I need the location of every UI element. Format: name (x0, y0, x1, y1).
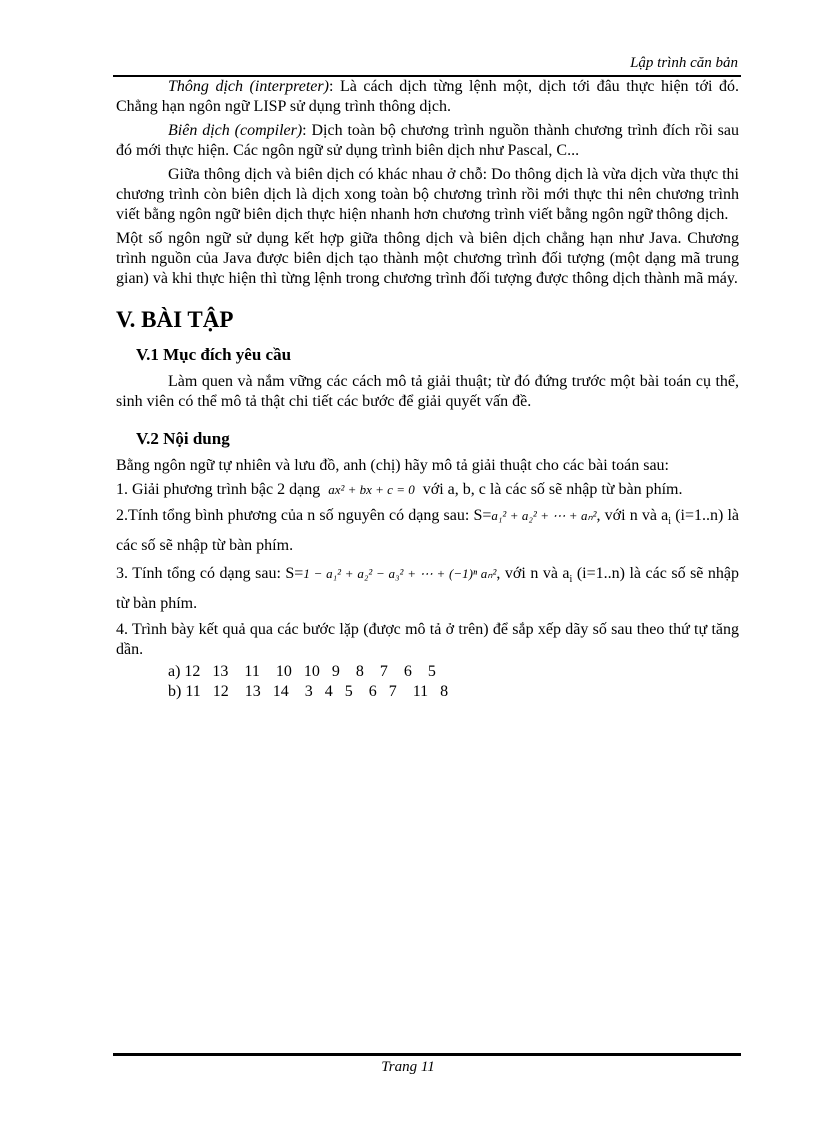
sequence-a: a) 12 13 11 10 10 9 8 7 6 5 (168, 663, 436, 681)
exercise-3-text-a: 3. Tính tổng có dạng sau: S= (116, 565, 304, 583)
compiler-paragraph (116, 121, 739, 161)
page-content (116, 77, 739, 702)
comparison-paragraph: Giữa thông dịch và biên dịch có khác nhau ở chỗ: Do thông dịch là vừa dịch vừa thực thi chương trình còn biên dịch là dịch xong toàn bộ chương trình rồi mới thực thi nên chương trình viết bằng ngôn ngữ biên dịch thực hiện nhanh hơn chương trình viết bằng ngôn ngữ thông dịch. (116, 166, 739, 223)
interpreter-text: : Là cách dịch từng lệnh một, dịch tới đâu thực hiện tới đó. Chẳng hạn ngôn ngữ LISP sử dụng trình thông dịch. (116, 78, 740, 115)
compiler-term: Biên dịch (compiler) (168, 122, 303, 139)
subsection-2-title: V.2 Nội dung (136, 429, 230, 448)
sequence-b: b) 11 12 13 14 3 4 5 6 7 11 8 (168, 683, 449, 701)
subsection-1-text: Làm quen và nắm vững các cách mô tả giải thuật; từ đó đứng trước một bài toán cụ thể, sinh viên có thể mô tả thật chi tiết các bước để giải quyết vấn đề. (116, 373, 739, 410)
header-title: Lập trình căn bản (630, 55, 738, 71)
section-title: V. BÀI TẬP (116, 307, 234, 332)
subsection-2-intro: Bằng ngôn ngữ tự nhiên và lưu đồ, anh (chị) hãy mô tả giải thuật cho các bài toán sau: (116, 457, 669, 474)
exercise-3 (116, 562, 739, 616)
exercise-3-text-c: (i=1..n) là các số sẽ nhập từ bàn phím. (116, 565, 740, 613)
sum-squares-formula: a₁² + a₂² + ⋯ + aₙ² (491, 508, 597, 523)
exercise-1-text-b: với a, b, c là các số sẽ nhập từ bàn phím. (422, 481, 683, 498)
exercise-2-text-b: , với n và a (596, 507, 669, 524)
interpreter-term: Thông dịch (interpreter) (168, 78, 329, 95)
footer-rule (113, 1053, 741, 1056)
exercise-4: 4. Trình bày kết quả qua các bước lặp (được mô tả ở trên) để sắp xếp dãy số sau theo thứ tự tăng dần. (116, 621, 739, 659)
interpreter-paragraph (116, 77, 739, 117)
exercise-2-text-c: (i=1..n) là các số sẽ nhập từ bàn phím. (116, 507, 740, 555)
exercise-1 (116, 480, 739, 500)
java-paragraph: Một số ngôn ngữ sử dụng kết hợp giữa thông dịch và biên dịch chẳng hạn như Java. Chương trình nguồn của Java được biên dịch tạo thành một chương trình đối tượng (một dạng mã trung gian) và khi thực hiện thì từng lệnh trong chương trình đối tượng được thông dịch thành mã máy. (116, 230, 739, 287)
exercise-2-text-a: 2.Tính tổng bình phương của n số nguyên có dạng sau: S= (116, 507, 492, 524)
exercise-1-text-a: 1. Giải phương trình bậc 2 dạng (116, 481, 321, 498)
exercise-3-text-b: , với n và a (496, 565, 570, 583)
quadratic-formula: ax² + bx + c = 0 (328, 482, 415, 497)
compiler-text: : Dịch toàn bộ chương trình nguồn thành chương trình đích rồi sau đó mới thực hiện. Các ngôn ngữ sử dụng trình biên dịch như Pascal, C... (116, 122, 739, 159)
exercise-3-subscript: i (569, 574, 573, 586)
subsection-1-title: V.1 Mục đích yêu cầu (136, 345, 292, 364)
page-number: Trang 11 (381, 1059, 435, 1075)
alternating-sum-formula: 1 − a₁² + a₂² − a₃² + ⋯ + (−1)ⁿ aₙ² (303, 566, 497, 582)
exercise-2 (116, 504, 739, 558)
exercise-2-subscript: i (668, 516, 672, 528)
